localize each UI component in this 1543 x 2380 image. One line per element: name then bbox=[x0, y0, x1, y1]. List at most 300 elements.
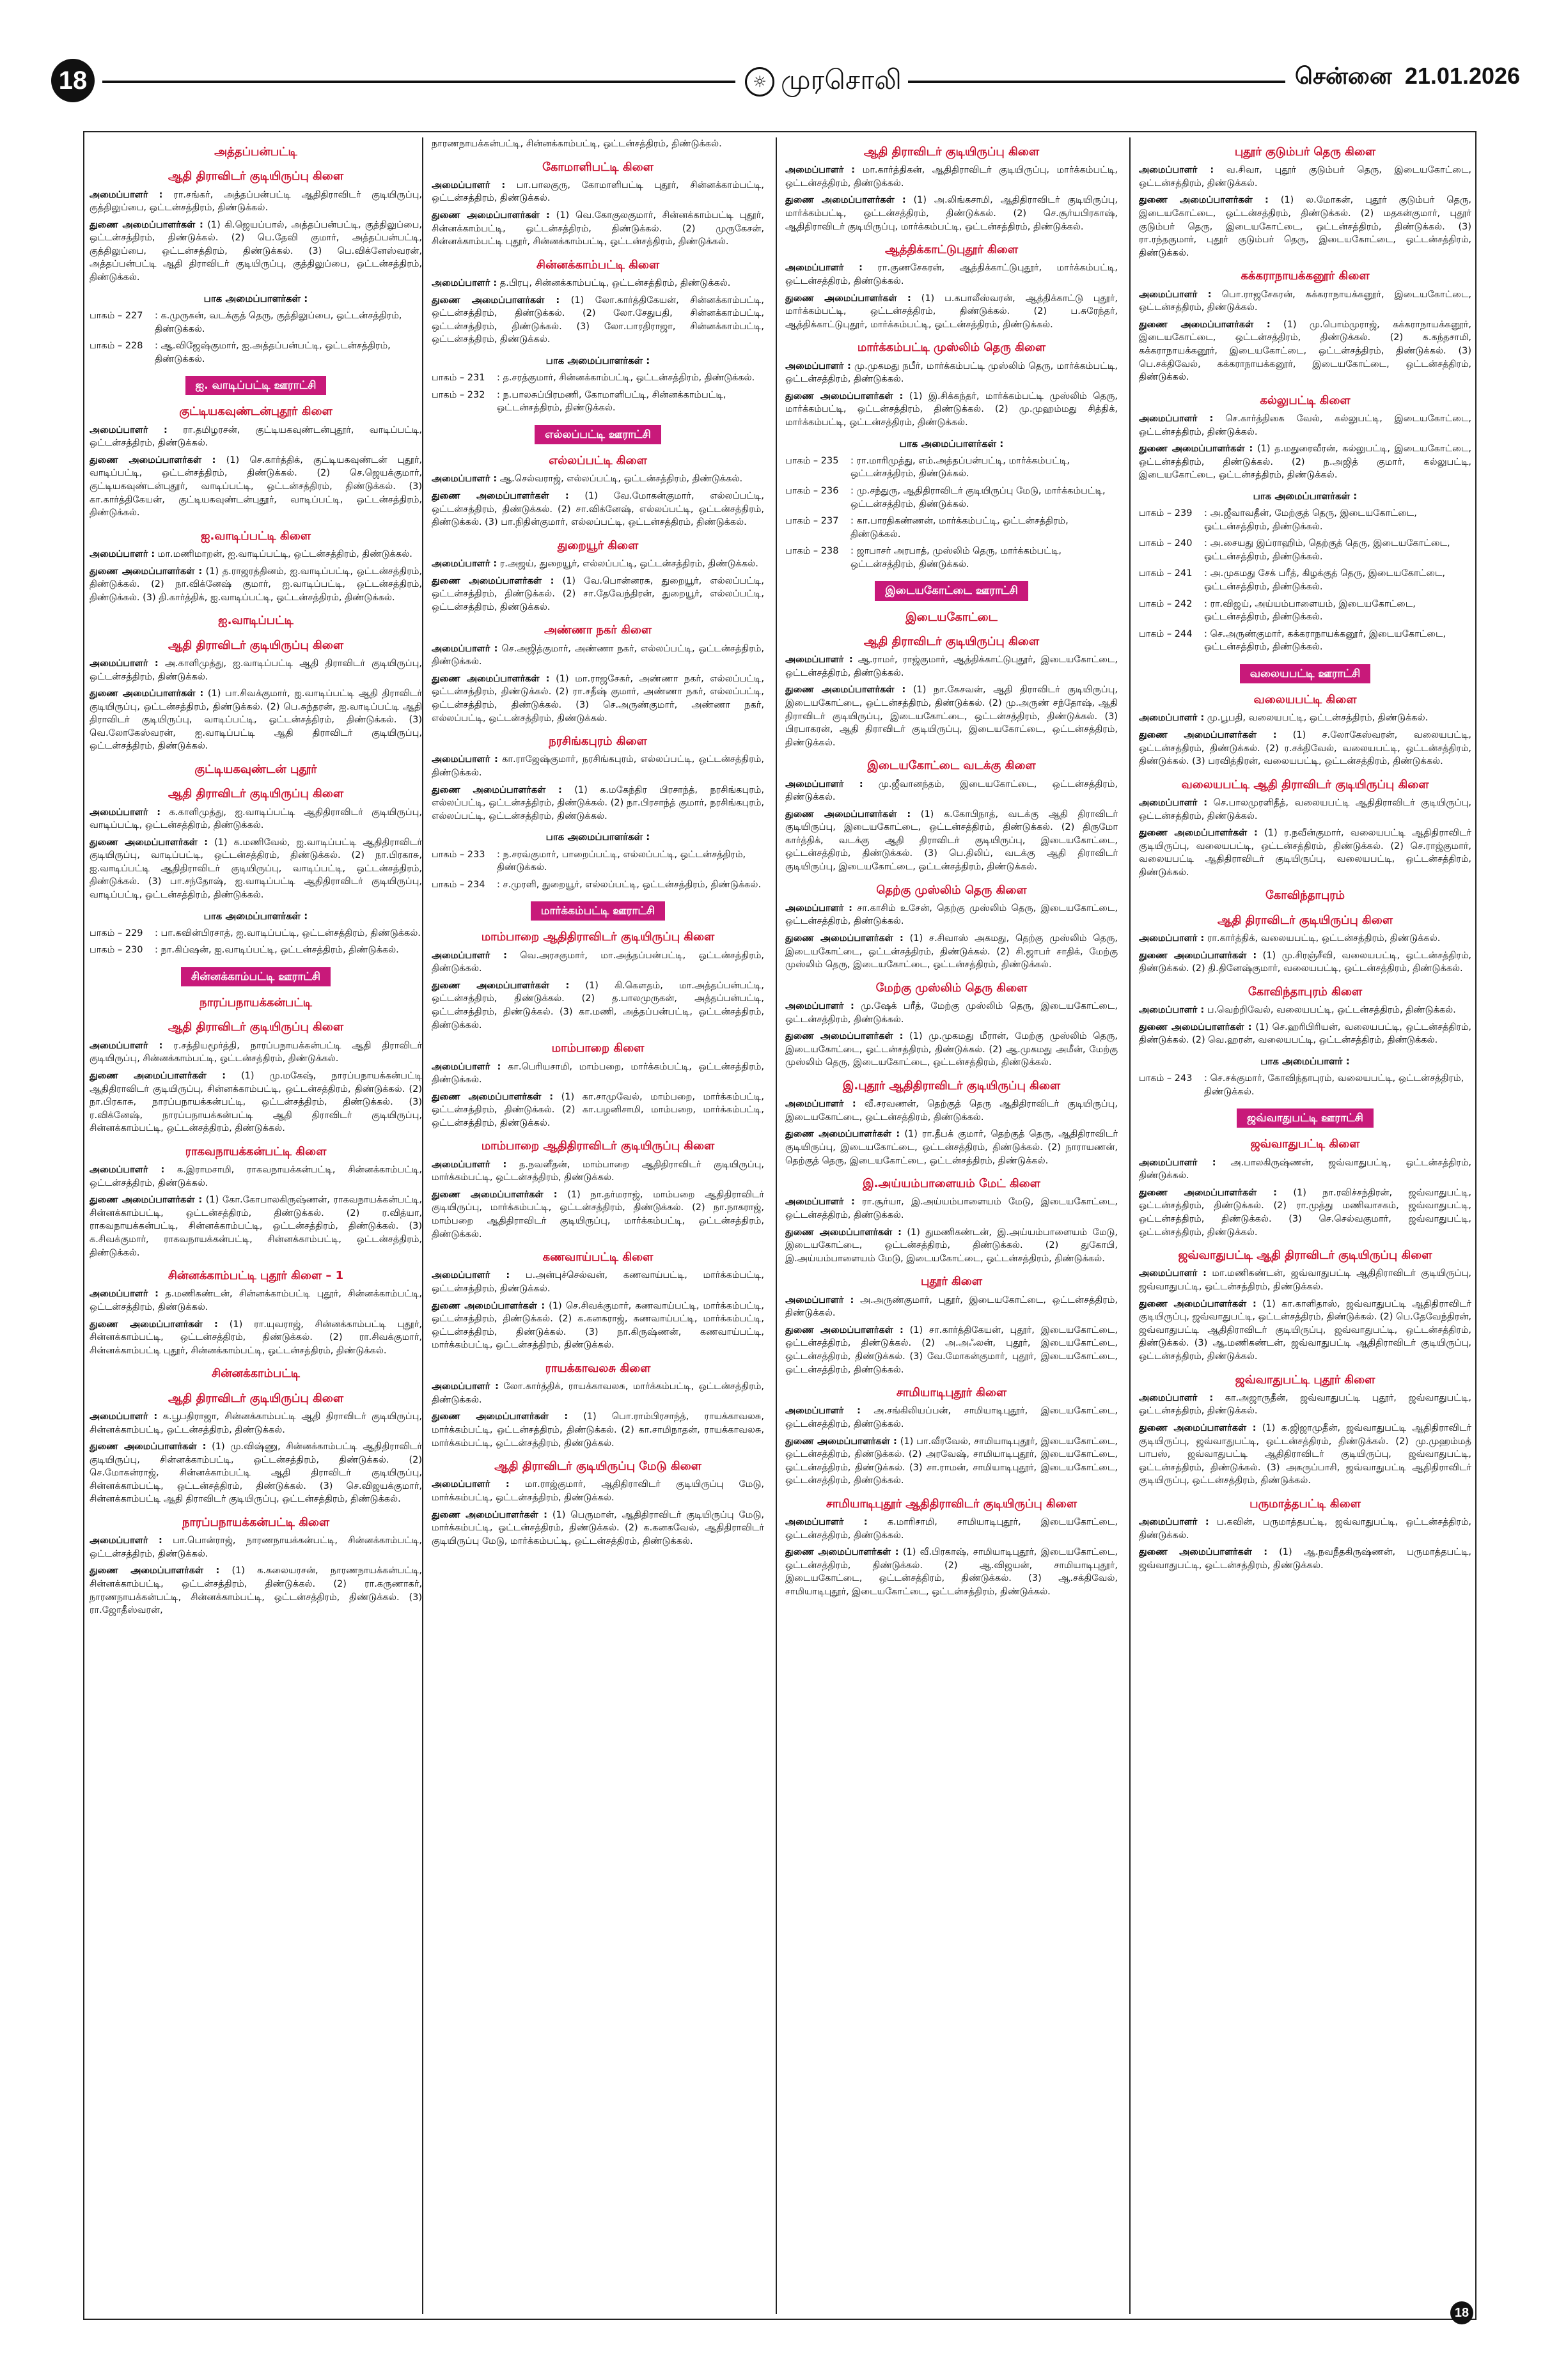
organiser-details: ர.அஜய், துறையூர், எல்லப்பட்டி, ஒட்டன்சத்திரம், திண்டுக்கல். bbox=[499, 559, 758, 570]
role-label: அமைப்பாளர் : bbox=[432, 754, 498, 765]
branch-heading: கக்கராநாயக்கனூர் கிளை bbox=[1241, 269, 1370, 283]
organiser-entry bbox=[432, 1380, 764, 1406]
organiser-details: ரா.தமிழரசன், குட்டியகவுண்டன்புதூர், வாடிப்பட்டி, ஒட்டன்சத்திரம், திண்டுக்கல். bbox=[90, 424, 422, 449]
organiser-details: (1) க.கோபிநாத், வடக்கு ஆதி திராவிடர் குடியிருப்பு, இடையகோட்டை, ஒட்டன்சத்திரம், திண்டுக்கல். (2) திருமோ கார்த்திக், வடக்கு ஆதி திராவிடர் குடியிருப்பு, இடையகோட்டை, ஒட்டன்சத்திரம், திண்டுக்கல். (3) பெ.திலிப், வடக்கு ஆதி திராவிடர் குடியிருப்பு, இடையகோட்டை, ஒட்டன்சத்திரம், திண்டுக்கல். bbox=[785, 809, 1118, 873]
organiser-details: (1) வே.பொன்னரசு, துறையூர், எல்லப்பட்டி, ஒட்டன்சத்திரம், திண்டுக்கல். (2) சா.தேவேந்திரன், துறையூர், எல்லப்பட்டி, ஒட்டன்சத்திரம், திண்டுக்கல். bbox=[432, 575, 764, 612]
organiser-entry bbox=[785, 1128, 1118, 1167]
branch-heading: கோவிந்தாபுரம் bbox=[1265, 889, 1345, 903]
branch-heading: ஆதி திராவிடர் குடியிருப்பு மேடு கிளை bbox=[494, 1459, 701, 1474]
organiser-details: செ.கார்த்திகை வேல், கல்லுபட்டி, இடையகோட்டை, ஒட்டன்சத்திரம், திண்டுக்கல். bbox=[1139, 413, 1471, 437]
organiser-entry bbox=[432, 209, 764, 249]
ward-number: பாகம் – 237 bbox=[785, 516, 839, 527]
organiser-entry bbox=[1139, 1004, 1471, 1017]
organiser-entry bbox=[785, 164, 1118, 190]
organiser-details: கா.ராஜேஷ்குமார், நரசிங்கபுரம், எல்லப்பட்டி, ஒட்டன்சத்திரம், திண்டுக்கல். bbox=[432, 754, 764, 778]
branch-heading: ராகவநாயக்கன்பட்டி கிளை bbox=[185, 1144, 327, 1158]
ward-organiser-row bbox=[1139, 598, 1471, 624]
organiser-details: (1) ச.லோகேஸ்வரன், வலையபட்டி, ஒட்டன்சத்திரம், திண்டுக்கல். (2) ர.சக்திவேல், வலையபட்டி, ஒட்டன்சத்திரம், திண்டுக்கல். (3) பரவித்திரன், வலையபட்டி, ஒட்டன்சத்திரம், திண்டுக்கல். bbox=[1139, 729, 1471, 767]
role-label: துணை அமைப்பாளர்கள் : bbox=[90, 1566, 220, 1576]
ward-organiser-name: : ஜாபாசர் அரபாத், முஸ்லிம் தெரு, மார்க்கம்பட்டி, ஒட்டன்சத்திரம், திண்டுக்கல். bbox=[850, 546, 1062, 570]
ward-organiser-name: : செ.சக்குமார், கோவிந்தாபுரம், வலையபட்டி, ஒட்டன்சத்திரம், திண்டுக்கல். bbox=[1204, 1073, 1464, 1097]
organiser-entry bbox=[785, 778, 1118, 804]
role-label: அமைப்பாளர் : bbox=[1139, 933, 1205, 944]
organiser-details: பா.பாலகுரு, கோமாளிபட்டி புதூர், சின்னக்காம்பட்டி, ஒட்டன்சத்திரம், திண்டுக்கல். bbox=[432, 180, 764, 204]
branch-heading: வலையபட்டி கிளை bbox=[1253, 693, 1357, 707]
organiser-details: (1) கோ.கோபாலகிருஷ்ணன், ராகவநாயக்கன்பட்டி, சின்னக்காம்பட்டி, ஒட்டன்சத்திரம், திண்டுக்கல். (2) ர.வித்யா, ராகவநாயக்கன்பட்டி, சின்னக்காம்பட்டி, ஒட்டன்சத்திரம், திண்டுக்கல். (3) க.சிவக்குமார், ராகவநாயக்கன்பட்டி, சின்னக்காம்பட்டி, ஒட்டன்சத்திரம், திண்டுக்கல். bbox=[90, 1195, 422, 1258]
organiser-entry bbox=[785, 1098, 1118, 1124]
organiser-entry bbox=[432, 642, 764, 669]
organiser-details: ஆ.செல்வராஜ், எல்லப்பட்டி, ஒட்டன்சத்திரம், திண்டுக்கல். bbox=[499, 474, 743, 485]
ward-number: பாகம் – 234 bbox=[432, 879, 485, 890]
branch-heading: கோவிந்தாபுரம் கிளை bbox=[1248, 984, 1363, 999]
organiser-entry bbox=[785, 194, 1118, 233]
organiser-entry bbox=[90, 1194, 422, 1259]
organiser-details: ர.சத்தியமூர்த்தி, நாரப்பநாயக்கன்பட்டி ஆதி திராவிடர் குடியிருப்பு, சின்னக்காம்பட்டி, ஒட்டன்சத்திரம், திண்டுக்கல். bbox=[90, 1040, 422, 1064]
organiser-entry bbox=[432, 673, 764, 725]
organiser-entry bbox=[432, 490, 764, 529]
role-label: துணை அமைப்பாளர்கள் : bbox=[90, 566, 203, 577]
role-label: அமைப்பாளர் : bbox=[90, 1289, 159, 1300]
organiser-details: (1) பா.வீரவேல், சாமியாடிபுதூர், இடையகோட்டை, ஒட்டன்சத்திரம், திண்டுக்கல். (2) அரவேஷ், சாமியாடிபுதூர், இடையகோட்டை, ஒட்டன்சத்திரம், திண்டுக்கல். (3) சா.ராமன், சாமியாடிபுதூர், இடையகோட்டை, ஒட்டன்சத்திரம், திண்டுக்கல். bbox=[785, 1436, 1118, 1486]
organiser-details: ரா.சங்கர், அத்தப்பன்பட்டி ஆதிதிராவிடர் குடியிருப்பு, குத்திலுப்பை, ஒட்டன்சத்திரம், திண்டுக்கல். bbox=[90, 189, 422, 214]
role-label: அமைப்பாளர் : bbox=[785, 655, 853, 665]
organiser-details: (1) ல.மோகன், புதூர் குடும்பர் தெரு, இடையகோட்டை, ஒட்டன்சத்திரம், திண்டுக்கல். (2) மதகன்குமார், புதூர் குடும்பர் தெரு, இடையகோட்டை, ஒட்டன்சத்திரம், திண்டுக்கல். (3) ரா.ரந்தகுமார், புதூர் குடும்பர் தெரு, இடையகோட்டை, ஒட்டன்சத்திரம், திண்டுக்கல். bbox=[1139, 195, 1471, 258]
role-label: துணை அமைப்பாளர்கள் : bbox=[785, 293, 911, 304]
role-label: அமைப்பாளர் : bbox=[1139, 1392, 1214, 1403]
branch-heading: அண்ணா நகர் கிளை bbox=[544, 623, 652, 637]
organiser-details: (1) ரா.தீபக் குமார், தெற்குத் தெரு, ஆதிதிராவிடர் குடியிருப்பு, இடையகோட்டை, ஒட்டன்சத்திரம், திண்டுக்கல். (2) நாராயணன், தெற்குத் தெரு, இடையகோட்டை, ஒட்டன்சத்திரம், திண்டுக்கல். bbox=[785, 1129, 1118, 1166]
ward-number: பாகம் – 239 bbox=[1139, 508, 1193, 519]
branch-heading: நாரப்பநாயக்கன்பட்டி bbox=[200, 996, 312, 1010]
branch-heading: ஜவ்வாதுபட்டி புதூர் கிளை bbox=[1235, 1373, 1375, 1387]
panchayat-badge: ஐ. வாடிப்பட்டி ஊராட்சி bbox=[185, 376, 327, 395]
role-label: அமைப்பாளர் : bbox=[90, 1040, 163, 1051]
ward-number: பாகம் – 236 bbox=[785, 486, 839, 497]
organiser-entry bbox=[785, 292, 1118, 332]
organiser-entry bbox=[785, 261, 1118, 288]
panchayat-badge: வலையபட்டி ஊராட்சி bbox=[1240, 664, 1371, 683]
ward-organiser-row bbox=[90, 944, 422, 957]
organiser-entry bbox=[90, 1163, 422, 1190]
panchayat-badge: எல்லப்பட்டி ஊராட்சி bbox=[535, 425, 661, 444]
branch-heading: சாமியாடிபுதூர் ஆதிதிராவிடர் குடியிருப்பு கிளை bbox=[826, 1497, 1077, 1511]
organiser-details: (1) மு.விஷ்ணு, சின்னக்காம்பட்டி ஆதிதிராவிடர் குடியிருப்பு, சின்னக்காம்பட்டி, ஒட்டன்சத்திரம், திண்டுக்கல். (2) செ.மோகன்ராஜ், சின்னக்காம்பட்டி ஆதி திராவிடர் குடியிருப்பு, சின்னக்காம்பட்டி, ஒட்டன்சத்திரம், திண்டுக்கல். (3) செ.விஜயக்குமார், சின்னக்காம்பட்டி ஆதி திராவிடர் குடியிருப்பு, ஒட்டன்சத்திரம், திண்டுக்கல். bbox=[90, 1442, 422, 1505]
organiser-entry bbox=[432, 277, 764, 290]
branch-heading: நரசிங்கபுரம் கிளை bbox=[549, 735, 647, 749]
branch-heading: குட்டியகவுண்டன் புதூர் bbox=[194, 762, 317, 776]
branch-heading: சின்னக்காம்பட்டி bbox=[212, 1367, 300, 1381]
branch-heading: கல்லுபட்டி கிளை bbox=[1260, 393, 1351, 407]
ward-organiser-row bbox=[432, 389, 764, 415]
role-label: துணை அமைப்பாளர்கள் : bbox=[432, 673, 550, 684]
ward-number: பாகம் – 240 bbox=[1139, 538, 1193, 549]
role-label: அமைப்பாளர் : bbox=[785, 903, 852, 914]
organiser-entry bbox=[90, 1069, 422, 1135]
organiser-entry bbox=[785, 1324, 1118, 1376]
organiser-entry bbox=[1139, 1156, 1471, 1183]
issue-date: 21.01.2026 bbox=[1404, 63, 1521, 89]
role-label: அமைப்பாளர் : bbox=[1139, 1157, 1216, 1168]
organiser-entry bbox=[1139, 827, 1471, 879]
organiser-entry bbox=[785, 902, 1118, 928]
organiser-entry bbox=[785, 932, 1118, 972]
organiser-entry bbox=[1139, 1516, 1471, 1542]
organiser-entry bbox=[432, 575, 764, 614]
organiser-details: நாரணநாயக்கன்பட்டி, சின்னக்காம்பட்டி, ஒட்டன்சத்திரம், திண்டுக்கல். bbox=[432, 139, 722, 149]
organiser-details: ரா.சூர்யா, இ.அய்யம்பாளையம் மேடு, இடையகோட்டை, ஒட்டன்சத்திரம், திண்டுக்கல். bbox=[785, 1197, 1118, 1221]
organiser-entry bbox=[432, 557, 764, 571]
ward-organiser-name: : அ.சையது இப்ராஹிம், தெற்குத் தெரு, இடையகோட்டை, ஒட்டன்சத்திரம், திண்டுக்கல். bbox=[1204, 538, 1450, 562]
branch-heading: சின்னக்காம்பட்டி கிளை bbox=[536, 258, 660, 272]
organiser-entry bbox=[1139, 442, 1471, 482]
organiser-details: கா.அஜாருதீன், ஜவ்வாதுபட்டி புதூர், ஜவ்வாதுபட்டி, ஒட்டன்சத்திரம், திண்டுக்கல். bbox=[1139, 1392, 1471, 1417]
branch-heading: ஆதி திராவிடர் குடியிருப்பு கிளை bbox=[863, 634, 1040, 648]
organiser-entry bbox=[90, 1534, 422, 1560]
branch-heading: அத்தப்பன்பட்டி bbox=[214, 145, 297, 159]
role-label: அமைப்பாளர் : bbox=[1139, 713, 1205, 724]
role-label: அமைப்பாளர் : bbox=[432, 950, 507, 961]
branch-heading: சின்னக்காம்பட்டி புதூர் கிளை – 1 bbox=[168, 1269, 344, 1283]
organiser-details: (1) பொ.ராம்பிரசாந்த், ராயக்காவலசு, மார்க்கம்பட்டி, ஒட்டன்சத்திரம், திண்டுக்கல். (2) கா.சாமிநாதன், ராயக்காவலசு, மார்க்கம்பட்டி, ஒட்டன்சத்திரம், திண்டுக்கல். bbox=[432, 1412, 764, 1449]
role-label: துணை அமைப்பாளர்கள் : bbox=[432, 1509, 547, 1520]
ward-organiser-row bbox=[785, 545, 1118, 571]
branch-heading: இ.புதூர் ஆதிதிராவிடர் குடியிருப்பு கிளை bbox=[842, 1078, 1061, 1093]
organiser-details: ப.வெற்றிவேல், வலையபட்டி, ஒட்டன்சத்திரம், திண்டுக்கல். bbox=[1207, 1005, 1456, 1016]
organiser-details: கா.பெரியசாமி, மாம்பறை, மார்க்கம்பட்டி, ஒட்டன்சத்திரம், திண்டுக்கல். bbox=[432, 1061, 764, 1085]
organiser-details: (1) மா.ராஜசேகர், அண்ணா நகர், எல்லப்பட்டி, ஒட்டன்சத்திரம், திண்டுக்கல். (2) ரா.சதீஷ் குமார், அண்ணா நகர், எல்லப்பட்டி, ஒட்டன்சத்திரம், திண்டுக்கல். (3) செ.அருண்குமார், அண்ணா நகர், எல்லப்பட்டி, ஒட்டன்சத்திரம், திண்டுக்கல். bbox=[432, 673, 764, 724]
ward-organiser-name: : கா.பாரதிகண்ணன், மார்க்கம்பட்டி, ஒட்டன்சத்திரம், திண்டுக்கல். bbox=[850, 516, 1069, 540]
newspaper-name bbox=[745, 64, 902, 99]
branch-heading: மாம்பாறை ஆதிதிராவிடர் குடியிருப்பு கிளை bbox=[481, 930, 715, 944]
ward-organiser-name: : அ.ஜீவாவதீன், மேற்குத் தெரு, இடையகோட்டை, ஒட்டன்சத்திரம், திண்டுக்கல். bbox=[1204, 508, 1417, 532]
organiser-entry bbox=[432, 1188, 764, 1241]
role-label: துணை அமைப்பாளர்கள் : bbox=[1139, 1298, 1257, 1309]
organiser-details: (1) துமணிகண்டன், இ.அய்யம்பாளையம் மேடு, இடையகோட்டை, ஒட்டன்சத்திரம், திண்டுக்கல். (2) துகோபி, இ.அய்யம்பாளையம் மேடு, இடையகோட்டை, ஒட்டன்சத்திரம், திண்டுக்கல். bbox=[785, 1227, 1118, 1264]
role-label: அமைப்பாளர் : bbox=[90, 807, 161, 818]
role-label: அமைப்பாளர் : bbox=[432, 643, 498, 654]
organiser-details: (1) க.மணிவேல், ஐ.வாடிப்பட்டி ஆதிதிராவிடர் குடியிருப்பு, வாடிப்பட்டி, ஒட்டன்சத்திரம், திண்டுக்கல். (2) நா.பிரகாசு, ஐ.வாடிப்பட்டி ஆதிதிராவிடர் குடியிருப்பு, வாடிப்பட்டி, ஒட்டன்சத்திரம், திண்டுக்கல். (3) பா.சந்தோஷ், ஐ.வாடிப்பட்டி ஆதிதிராவிடர் குடியிருப்பு, வாடிப்பட்டி, ஒட்டன்சத்திரம், திண்டுக்கல். bbox=[90, 837, 422, 901]
branch-heading: எல்லப்பட்டி கிளை bbox=[549, 454, 647, 468]
organiser-details: க.காளிமுத்து, ஐ.வாடிப்பட்டி ஆதிதிராவிடர் குடியிருப்பு, வாடிப்பட்டி, ஒட்டன்சத்திரம், திண்டுக்கல். bbox=[90, 807, 422, 831]
organiser-entry bbox=[90, 424, 422, 450]
ward-organiser-row bbox=[1139, 567, 1471, 593]
branch-heading: ஐ.வாடிப்பட்டி bbox=[218, 614, 294, 628]
role-label: துணை அமைப்பாளர்கள் : bbox=[90, 1319, 218, 1330]
branch-heading: மார்க்கம்பட்டி முஸ்லிம் தெரு கிளை bbox=[857, 341, 1046, 355]
organiser-entry bbox=[1139, 932, 1471, 945]
organiser-details: (1) சா.கார்த்திகேயன், புதூர், இடையகோட்டை, ஒட்டன்சத்திரம், திண்டுக்கல். (2) அ.அஃலன், புதூர், இடையகோட்டை, ஒட்டன்சத்திரம், திண்டுக்கல். (3) வே.மோகன்குமார், புதூர், இடையகோட்டை, ஒட்டன்சத்திரம், திண்டுக்கல். bbox=[785, 1325, 1118, 1375]
role-label: துணை அமைப்பாளர்கள் : bbox=[90, 219, 203, 230]
role-label: துணை அமைப்பாளர்கள் : bbox=[785, 195, 906, 206]
ward-organiser-name: : ந.சரவ்குமார், பாறைப்பட்டி, எல்லப்பட்டி, ஒட்டன்சத்திரம், திண்டுக்கல். bbox=[497, 849, 746, 873]
organiser-entry bbox=[432, 472, 764, 486]
ward-organiser-name: : ரா.விஜய், அய்யம்பாளையம், இடையகோட்டை, ஒட்டன்சத்திரம், திண்டுக்கல். bbox=[1204, 598, 1416, 623]
ward-organiser-row bbox=[1139, 1072, 1471, 1098]
role-label: துணை அமைப்பாளர்கள் : bbox=[432, 1091, 554, 1102]
organiser-entry bbox=[432, 137, 764, 151]
role-label: அமைப்பாளர் : bbox=[90, 658, 159, 669]
ward-number: பாகம் – 231 bbox=[432, 373, 485, 384]
role-label: அமைப்பாளர் : bbox=[1139, 165, 1214, 176]
branch-heading: இடையகோட்டை bbox=[905, 610, 998, 624]
ward-organiser-name: : க.முருகன், வடக்குத் தெரு, குத்திலுப்பை, ஒட்டன்சத்திரம், திண்டுக்கல். bbox=[155, 310, 402, 334]
role-label: அமைப்பாளர் : bbox=[90, 1411, 158, 1422]
masthead-rule-right bbox=[908, 81, 1285, 83]
organiser-details: (1) மு.சிரஞ்சீவி, வலையபட்டி, ஒட்டன்சத்திரம், திண்டுக்கல். (2) தி.தினேஷ்குமார், வலையபட்டி, ஒட்டன்சத்திரம், திண்டுக்கல். bbox=[1139, 950, 1471, 974]
organiser-entry bbox=[785, 683, 1118, 749]
role-label: துணை அமைப்பாளர்கள் : bbox=[90, 1442, 207, 1452]
role-label: அமைப்பாளர் : bbox=[90, 424, 168, 435]
panchayat-badge-row bbox=[432, 425, 764, 444]
branch-heading: மேற்கு முஸ்லிம் தெரு கிளை bbox=[875, 981, 1028, 995]
role-label: துணை அமைப்பாளர்கள் : bbox=[1139, 195, 1269, 206]
organiser-details: லோ.கார்த்திக், ராயக்காவலசு, மார்க்கம்பட்டி, ஒட்டன்சத்திரம், திண்டுக்கல். bbox=[432, 1381, 764, 1405]
role-label: அமைப்பாளர் : bbox=[432, 559, 497, 570]
article-column-3 bbox=[785, 136, 1118, 2309]
column-divider bbox=[422, 137, 423, 2314]
role-label: துணை அமைப்பாளர்கள் : bbox=[785, 933, 904, 944]
panchayat-badge-row bbox=[785, 581, 1118, 600]
ward-organiser-name: : அ.முகமது சேக் பரீத், கிழக்குத் தெரு, இடையகோட்டை, ஒட்டன்சத்திரம், திண்டுக்கல். bbox=[1204, 568, 1446, 593]
branch-heading: ஜவ்வாதுபட்டி ஆதி திராவிடர் குடியிருப்பு கிளை bbox=[1178, 1248, 1432, 1263]
organiser-details: அ.காளிமுத்து, ஐ.வாடிப்பட்டி ஆதி திராவிடர் குடியிருப்பு, ஒட்டன்சத்திரம், திண்டுக்கல். bbox=[90, 658, 422, 682]
organiser-entry bbox=[1139, 1546, 1471, 1572]
ward-number: பாகம் – 233 bbox=[432, 849, 485, 860]
role-label: துணை அமைப்பாளர்கள் : bbox=[785, 391, 904, 401]
organiser-entry bbox=[432, 1158, 764, 1185]
panchayat-badge: சின்னக்காம்பட்டி ஊராட்சி bbox=[181, 967, 331, 986]
ward-organiser-name: : ந.பாலசுப்பிரமணி, கோமாளிபட்டி, சின்னக்காம்பட்டி, ஒட்டன்சத்திரம், திண்டுக்கல். bbox=[497, 389, 726, 414]
organiser-entry bbox=[432, 179, 764, 205]
ward-organiser-row bbox=[432, 848, 764, 875]
organiser-details: (1) பெருமாள், ஆதிதிராவிடர் குடியிருப்பு மேடு, மார்க்கம்பட்டி, ஒட்டன்சத்திரம், திண்டுக்கல். (2) க.கனகவேல், ஆதிதிராவிடர் குடியிருப்பு மேடு, மார்க்கம்பட்டி, ஒட்டன்சத்திரம், திண்டுக்கல். bbox=[432, 1509, 764, 1546]
organiser-entry bbox=[1139, 797, 1471, 823]
panchayat-badge: ஜவ்வாதுபட்டி ஊராட்சி bbox=[1237, 1108, 1374, 1128]
organiser-details: (1) லோ.கார்த்திகேயன், சின்னக்காம்பட்டி, ஒட்டன்சத்திரம், திண்டுக்கல். (2) லோ.சேதுபதி, சின்னக்காம்பட்டி, ஒட்டன்சத்திரம், திண்டுக்கல். (3) லோ.பாரதிராஜா, சின்னக்காம்பட்டி, ஒட்டன்சத்திரம், திண்டுக்கல். bbox=[432, 295, 764, 345]
role-label: துணை அமைப்பாளர்கள் : bbox=[785, 809, 911, 820]
role-label: அமைப்பாளர் : bbox=[1139, 1517, 1209, 1528]
organiser-entry bbox=[432, 979, 764, 1032]
organiser-details: க.மாரிசாமி, சாமியாடிபுதூர், இடையகோட்டை, ஒட்டன்சத்திரம், திண்டுக்கல். bbox=[785, 1517, 1118, 1541]
organiser-details: த.மணிகண்டன், சின்னக்காம்பட்டி புதூர், சின்னக்காம்பட்டி, ஒட்டன்சத்திரம், திண்டுக்கல். bbox=[90, 1289, 422, 1313]
organiser-entry bbox=[90, 1039, 422, 1066]
role-label: துணை அமைப்பாளர்கள் : bbox=[1139, 828, 1258, 839]
ward-organiser-row bbox=[1139, 628, 1471, 654]
role-label: அமைப்பாளர் : bbox=[432, 1479, 510, 1490]
branch-heading: கோமாளிபட்டி கிளை bbox=[542, 160, 654, 174]
organiser-details: (1) இ.சிக்கந்தர், மார்க்கம்பட்டி முஸ்லிம் தெரு, மார்க்கம்பட்டி, ஒட்டன்சத்திரம், திண்டுக்கல். (2) மு.முஹம்மது சித்திக், மார்க்கம்பட்டி, ஒட்டன்சத்திரம், திண்டுக்கல். bbox=[785, 391, 1118, 428]
organiser-details: ஆ.ராமர், ராஜ்குமார், ஆத்திக்காட்டுபுதூர், இடையகோட்டை, ஒட்டன்சத்திரம், திண்டுக்கல். bbox=[785, 655, 1118, 678]
organiser-entry bbox=[1139, 1267, 1471, 1293]
article-column-4 bbox=[1139, 136, 1471, 2309]
organiser-details: (1) ப.கபாலீஸ்வரன், ஆத்திக்காட்டு புதூர், மார்க்கம்பட்டி, ஒட்டன்சத்திரம், திண்டுக்கல். (2) ப.சுரேந்தர், ஆத்திக்காட்டுபுதூர், மார்க்கம்பட்டி, ஒட்டன்சத்திரம், திண்டுக்கல். bbox=[785, 293, 1118, 330]
organiser-details: (1) கி.கௌதம், மா.அத்தப்பன்பட்டி, ஒட்டன்சத்திரம், திண்டுக்கல். (2) த.பாலமுருகன், அத்தப்பன்பட்டி, ஒட்டன்சத்திரம், திண்டுக்கல். (3) கா.மணி, அத்தப்பன்பட்டி, ஒட்டன்சத்திரம், திண்டுக்கல். bbox=[432, 980, 764, 1031]
article-column-2 bbox=[432, 136, 764, 2309]
organiser-entry bbox=[785, 808, 1118, 874]
organiser-details: (1) க.ஜிஜாமுதீன், ஜவ்வாதுபட்டி ஆதிதிராவிடர் குடியிருப்பு, ஜவ்வாதுபட்டி, ஒட்டன்சத்திரம், திண்டுக்கல். (2) மு.முஹம்மத் பாபஸ், ஜவ்வாதுபட்டி ஆதிதிராவிடர் குடியிருப்பு, ஜவ்வாதுபட்டி, ஒட்டன்சத்திரம், திண்டுக்கல். (3) அசுருப்பாசி, ஜவ்வாதுபட்டி ஆதிதிராவிடர் குடியிருப்பு, ஒட்டன்சத்திரம், திண்டுக்கல். bbox=[1139, 1422, 1471, 1486]
ward-organiser-name: : ரா.மாரிமுத்து, எம்.அத்தப்பன்பட்டி, மார்க்கம்பட்டி, ஒட்டன்சத்திரம், திண்டுக்கல். bbox=[850, 455, 1070, 479]
branch-heading: ஆதி திராவிடர் குடியிருப்பு கிளை bbox=[168, 1391, 344, 1405]
ward-organisers-heading: பாக அமைப்பாளர்கள் : bbox=[203, 910, 308, 922]
branch-heading: ஆதி திராவிடர் குடியிருப்பு கிளை bbox=[168, 638, 344, 652]
organiser-details: (1) க.மகேந்திர பிரசாந்த், நரசிங்கபுரம், எல்லப்பட்டி, ஒட்டன்சத்திரம், திண்டுக்கல். (2) நா.பிரசாந்த் குமார், நரசிங்கபுரம், எல்லப்பட்டி, ஒட்டன்சத்திரம், திண்டுக்கல். bbox=[432, 784, 764, 821]
masthead-rule-left bbox=[102, 81, 735, 83]
panchayat-badge-row bbox=[1139, 1108, 1471, 1128]
role-label: அமைப்பாளர் : bbox=[785, 1099, 856, 1110]
role-label: அமைப்பாளர் : bbox=[785, 165, 856, 176]
organiser-details: மா.மணிகண்டன், ஜவ்வாதுபட்டி ஆதிதிராவிடர் குடியிருப்பு, ஜவ்வாதுபட்டி, ஒட்டன்சத்திரம், திண்டுக்கல். bbox=[1139, 1268, 1471, 1293]
organiser-details: (1) மு.பொம்முராஜ், கக்கராநாயக்கனூர், இடையகோட்டை, ஒட்டன்சத்திரம், திண்டுக்கல். (2) க.கந்தசாமி, கக்கராநாயக்கனூர், இடையகோட்டை, ஒட்டன்சத்திரம், திண்டுக்கல். (3) பெ.சக்திவேல், கக்கராநாயக்கனூர், இடையகோட்டை, ஒட்டன்சத்திரம், திண்டுக்கல். bbox=[1139, 319, 1471, 383]
role-label: துணை அமைப்பாளர்கள் : bbox=[1139, 1422, 1257, 1433]
panchayat-badge-row bbox=[432, 901, 764, 921]
role-label: அமைப்பாளர் : bbox=[785, 779, 863, 789]
branch-heading: சாமியாடிபுதூர் கிளை bbox=[896, 1386, 1007, 1400]
role-label: அமைப்பாளர் : bbox=[432, 1270, 510, 1281]
role-label: துணை அமைப்பாளர்கள் : bbox=[432, 1412, 568, 1422]
role-label: அமைப்பாளர் : bbox=[432, 180, 506, 191]
organiser-entry bbox=[785, 390, 1118, 430]
organiser-entry bbox=[432, 1478, 764, 1504]
panchayat-badge-row bbox=[90, 376, 422, 395]
panchayat-badge-row bbox=[90, 967, 422, 986]
organiser-details: (1) க.கலையரசன், நாரணநாயக்கன்பட்டி, சின்னக்காம்பட்டி, ஒட்டன்சத்திரம், திண்டுக்கல். (2) ரா.கருணாகர், நாரணநாயக்கன்பட்டி, சின்னக்காம்பட்டி, ஒட்டன்சத்திரம், திண்டுக்கல். (3) ரா.ஜோதீஸ்வரன், bbox=[90, 1566, 422, 1616]
organiser-entry bbox=[90, 565, 422, 605]
role-label: துணை அமைப்பாளர்கள் : bbox=[785, 1547, 899, 1558]
column-divider bbox=[1129, 137, 1131, 2314]
organiser-entry bbox=[785, 360, 1118, 386]
organiser-entry bbox=[432, 753, 764, 779]
role-label: துணை அமைப்பாளர்கள் : bbox=[90, 1070, 226, 1081]
role-label: துணை அமைப்பாளர்கள் : bbox=[785, 1031, 904, 1042]
organiser-details: (1) நா.கேசவன், ஆதி திராவிடர் குடியிருப்பு, இடையகோட்டை, ஒட்டன்சத்திரம், திண்டுக்கல். (2) மு.அருண் சந்தோஷ், ஆதி திராவிடர் குடியிருப்பு, இடையகோட்டை, ஒட்டன்சத்திரம், திண்டுக்கல். (3) பிரபாகரன், ஆதி திராவிடர் குடியிருப்பு, இடையகோட்டை, ஒட்டன்சத்திரம், திண்டுக்கல். bbox=[785, 685, 1118, 748]
ward-organiser-row bbox=[1139, 537, 1471, 563]
ward-number: பாகம் – 242 bbox=[1139, 598, 1193, 609]
organiser-entry bbox=[1139, 712, 1471, 725]
organiser-entry bbox=[1139, 1021, 1471, 1047]
role-label: துணை அமைப்பாளர்கள் : bbox=[90, 837, 208, 848]
role-label: துணை அமைப்பாளர்கள் : bbox=[90, 1195, 203, 1206]
sun-emblem-icon: ☼ bbox=[745, 67, 774, 97]
role-label: அமைப்பாளர் : bbox=[432, 278, 497, 289]
role-label: அமைப்பாளர் : bbox=[785, 1197, 855, 1208]
role-label: துணை அமைப்பாளர்கள் : bbox=[432, 980, 570, 991]
branch-heading: ஆதி திராவிடர் குடியிருப்பு கிளை bbox=[168, 787, 344, 801]
organiser-entry bbox=[1139, 1392, 1471, 1418]
role-label: துணை அமைப்பாளர்கள் : bbox=[1139, 1022, 1252, 1032]
role-label: துணை அமைப்பாளர்கள் : bbox=[432, 295, 560, 306]
role-label: அமைப்பாளர் : bbox=[90, 1165, 165, 1176]
ward-organisers-heading: பாக அமைப்பாளர்கள் : bbox=[1253, 490, 1358, 502]
ward-organiser-name: : நா.கிப்ஷன், ஐ.வாடிப்பட்டி, ஒட்டன்சத்திரம், திண்டுக்கல். bbox=[155, 945, 399, 956]
role-label: துணை அமைப்பாளர்கள் : bbox=[785, 685, 906, 696]
ward-organiser-row bbox=[785, 485, 1118, 511]
ward-number: பாகம் – 238 bbox=[785, 546, 839, 557]
role-label: துணை அமைப்பாளர்கள் : bbox=[432, 490, 569, 501]
organiser-entry bbox=[432, 1061, 764, 1087]
organiser-details: ப.கவின், பருமாத்தபட்டி, ஜவ்வாதுபட்டி, ஒட்டன்சத்திரம், திண்டுக்கல். bbox=[1139, 1517, 1471, 1541]
role-label: அமைப்பாளர் : bbox=[90, 549, 155, 560]
organiser-details: (1) செ.கார்த்திக், குட்டியகவுண்டன் புதூர், வாடிப்பட்டி, ஒட்டன்சத்திரம், திண்டுக்கல். (2) செ.ஜெயக்குமார், குட்டியகவுண்டன்புதூர், வாடிப்பட்டி, ஒட்டன்சத்திரம், திண்டுக்கல். (3) கா.கார்த்திகேயன், குட்டியகவுண்டன்புதூர், வாடிப்பட்டி, ஒட்டன்சத்திரம், திண்டுக்கல். bbox=[90, 455, 422, 518]
ward-organisers-heading: பாக அமைப்பாளர்கள் : bbox=[899, 437, 1004, 449]
role-label: துணை அமைப்பாளர்கள் : bbox=[1139, 1187, 1277, 1198]
organiser-details: பொ.ராஜசேகரன், கக்கராநாயக்கனூர், இடையகோட்டை, ஒட்டன்சத்திரம், திண்டுக்கல். bbox=[1139, 289, 1471, 313]
organiser-entry bbox=[90, 687, 422, 753]
role-label: அமைப்பாளர் : bbox=[1139, 413, 1214, 424]
role-label: துணை அமைப்பாளர்கள் : bbox=[785, 1325, 904, 1335]
ward-organiser-row bbox=[785, 455, 1118, 481]
newspaper-title: முரசொலி bbox=[781, 64, 902, 95]
organiser-entry bbox=[432, 1269, 764, 1295]
organiser-details: மா.மணிமாறன், ஐ.வாடிப்பட்டி, ஒட்டன்சத்திரம், திண்டுக்கல். bbox=[157, 549, 412, 560]
organiser-details: த.பிரபு, சின்னக்காம்பட்டி, ஒட்டன்சத்திரம், திண்டுக்கல். bbox=[499, 278, 731, 289]
organiser-details: ரா.குணசேகரன், ஆத்திக்காட்டுபுதூர், மார்க்கம்பட்டி, ஒட்டன்சத்திரம், திண்டுக்கல். bbox=[785, 263, 1118, 287]
footer-page-number: 18 bbox=[1450, 2301, 1473, 2324]
panchayat-badge: மார்க்கம்பட்டி ஊராட்சி bbox=[531, 901, 665, 921]
organiser-details: அ.அருண்குமார், புதூர், இடையகோட்டை, ஒட்டன்சத்திரம், திண்டுக்கல். bbox=[785, 1295, 1118, 1319]
organiser-entry bbox=[785, 1030, 1118, 1069]
branch-heading: ஐ.வாடிப்பட்டி கிளை bbox=[201, 529, 311, 543]
organiser-entry bbox=[785, 1435, 1118, 1488]
city: சென்னை bbox=[1295, 63, 1392, 89]
role-label: அமைப்பாளர் : bbox=[785, 1406, 861, 1417]
organiser-entry bbox=[90, 548, 422, 561]
ward-number: பாகம் – 244 bbox=[1139, 628, 1193, 639]
role-label: துணை அமைப்பாளர்கள் : bbox=[90, 455, 216, 465]
organiser-details: த.நவனீதன், மாம்பாறை ஆதிதிராவிடர் குடியிருப்பு, மார்க்கம்பட்டி, ஒட்டன்சத்திரம், திண்டுக்கல். bbox=[432, 1159, 764, 1183]
role-label: அமைப்பாளர் : bbox=[785, 1295, 854, 1305]
organiser-entry bbox=[1139, 1186, 1471, 1239]
organiser-entry bbox=[432, 1091, 764, 1130]
organiser-details: அ.பாலகிருஷ்ணன், ஜவ்வாதுபட்டி, ஒட்டன்சத்திரம், திண்டுக்கல். bbox=[1139, 1157, 1471, 1181]
organiser-entry bbox=[90, 836, 422, 902]
organiser-details: செ.பாலமுரளிதீத், வலையபட்டி ஆதிதிராவிடர் குடியிருப்பு, ஒட்டன்சத்திரம், திண்டுக்கல். bbox=[1139, 797, 1471, 821]
role-label: துணை அமைப்பாளர்கள் : bbox=[785, 1129, 900, 1140]
role-label: அமைப்பாளர் : bbox=[785, 263, 863, 274]
organiser-details: அ.சங்கிலியப்பன், சாமியாடிபுதூர், இடையகோட்டை, ஒட்டன்சத்திரம், திண்டுக்கல். bbox=[785, 1406, 1118, 1429]
organiser-details: (1) கா.காளிதாஸ், ஜவ்வாதுபட்டி ஆதிதிராவிடர் குடியிருப்பு, ஜவ்வாதுபட்டி, ஒட்டன்சத்திரம், திண்டுக்கல். (2) பெ.தேவேந்திரன், ஜவ்வாதுபட்டி ஆதிதிராவிடர் குடியிருப்பு, ஜவ்வாதுபட்டி, ஒட்டன்சத்திரம், திண்டுக்கல். (3) ஆ.மணிகண்டன், ஜவ்வாதுபட்டி ஆதிதிராவிடர் குடியிருப்பு, ஒட்டன்சத்திரம், திண்டுக்கல். bbox=[1139, 1298, 1471, 1362]
organiser-entry bbox=[90, 219, 422, 284]
organiser-details: சா.காசிம் உசேன், தெற்கு முஸ்லிம் தெரு, இடையகோட்டை, ஒட்டன்சத்திரம், திண்டுக்கல். bbox=[785, 903, 1118, 927]
organiser-details: (1) த.மதுரைவீரன், கல்லுபட்டி, இடையகோட்டை, ஒட்டன்சத்திரம், திண்டுக்கல். (2) ந.அஜித் குமார், கல்லுபட்டி, இடையகோட்டை, ஒட்டன்சத்திரம், திண்டுக்கல். bbox=[1139, 444, 1471, 481]
organiser-details: மு.பூபதி, வலையபட்டி, ஒட்டன்சத்திரம், திண்டுக்கல். bbox=[1207, 713, 1429, 724]
ward-organisers-heading: பாக அமைப்பாளர் : bbox=[1260, 1055, 1350, 1067]
organiser-entry bbox=[90, 657, 422, 683]
organiser-details: (1) செ.சிவக்குமார், கணவாய்பட்டி, மார்க்கம்பட்டி, ஒட்டன்சத்திரம், திண்டுக்கல். (2) க.கனகராஜ், கணவாய்பட்டி, மார்க்கம்பட்டி, ஒட்டன்சத்திரம், திண்டுக்கல். (3) நா.கிருஷ்ணன், கணவாய்பட்டி, மார்க்கம்பட்டி, ஒட்டன்சத்திரம், திண்டுக்கல். bbox=[432, 1300, 764, 1351]
organiser-details: ரா.கார்த்திக், வலையபட்டி, ஒட்டன்சத்திரம், திண்டுக்கல். bbox=[1207, 933, 1441, 944]
organiser-details: (1) மு.மகேஷ், நாரப்பநாயக்கன்பட்டி ஆதிதிராவிடர் குடியிருப்பு, சின்னக்காம்பட்டி, ஒட்டன்சத்திரம், திண்டுக்கல். (2) நா.பிரகாசு, நாரப்பநாயக்கன்பட்டி, ஒட்டன்சத்திரம், திண்டுக்கல். (3) ர.விக்னேஷ், நாரப்பநாயக்கன்பட்டி ஆதி திராவிடர் குடியிருப்பு, சின்னக்காம்பட்டி, ஒட்டன்சத்திரம், திண்டுக்கல். bbox=[90, 1070, 422, 1134]
organiser-entry bbox=[432, 294, 764, 346]
organiser-details: (1) செ.ஹரிபிரியன், வலையபட்டி, ஒட்டன்சத்திரம், திண்டுக்கல். (2) வெ.ஹரன், வலையபட்டி, ஒட்டன்சத்திரம், திண்டுக்கல். bbox=[1139, 1022, 1471, 1046]
ward-number: பாகம் – 229 bbox=[90, 928, 143, 938]
role-label: அமைப்பாளர் : bbox=[785, 1001, 854, 1012]
branch-heading: ஆதி திராவிடர் குடியிருப்பு கிளை bbox=[1217, 913, 1393, 927]
organiser-details: (1) பா.சிவக்குமார், ஐ.வாடிப்பட்டி ஆதி திராவிடர் குடியிருப்பு, ஒட்டன்சத்திரம், திண்டுக்கல். (2) பெ.சுந்தரன், ஐ.வாடிப்பட்டி ஆதி திராவிடர் குடியிருப்பு, வாடிப்பட்டி, ஒட்டன்சத்திரம், திண்டுக்கல். (3) வெ.லோகேஸ்வரன், ஐ.வாடிப்பட்டி ஆதி திராவிடர் குடியிருப்பு, ஒட்டன்சத்திரம், திண்டுக்கல். bbox=[90, 688, 422, 752]
branch-heading: புதூர் குடும்பர் தெரு கிளை bbox=[1234, 145, 1376, 159]
page-number-badge: 18 bbox=[51, 59, 95, 102]
organiser-details: (1) ர.நவீன்குமார், வலையபட்டி ஆதிதிராவிடர் குடியிருப்பு, வலையபட்டி, ஒட்டன்சத்திரம், திண்டுக்கல். (2) செ.ராஜ்குமார், வலையபட்டி ஆதிதிராவிடர் குடியிருப்பு, வலையபட்டி, ஒட்டன்சத்திரம், திண்டுக்கல். bbox=[1139, 828, 1471, 878]
organiser-details: மு.ஷேக் பரீத், மேற்கு முஸ்லிம் தெரு, இடையகோட்டை, ஒட்டன்சத்திரம், திண்டுக்கல். bbox=[785, 1001, 1118, 1025]
article-column-1 bbox=[90, 136, 422, 2309]
organiser-entry bbox=[785, 1195, 1118, 1222]
organiser-entry bbox=[432, 784, 764, 823]
organiser-entry bbox=[90, 1287, 422, 1314]
organiser-details: பா.பொன்ராஜ், நாரணநாயக்கன்பட்டி, சின்னக்காம்பட்டி, ஒட்டன்சத்திரம், திண்டுக்கல். bbox=[90, 1536, 422, 1559]
organiser-entry bbox=[1139, 194, 1471, 260]
organiser-entry bbox=[432, 949, 764, 976]
organiser-details: (1) வே.மோகன்குமார், எல்லப்பட்டி, ஒட்டன்சத்திரம், திண்டுக்கல். (2) சா.விக்னேஷ், எல்லப்பட்டி, ஒட்டன்சத்திரம், திண்டுக்கல். (3) பா.நிதின்குமார், எல்லப்பட்டி, ஒட்டன்சத்திரம், திண்டுக்கல். bbox=[432, 490, 764, 528]
masthead bbox=[51, 59, 1521, 104]
organiser-entry bbox=[785, 1226, 1118, 1266]
